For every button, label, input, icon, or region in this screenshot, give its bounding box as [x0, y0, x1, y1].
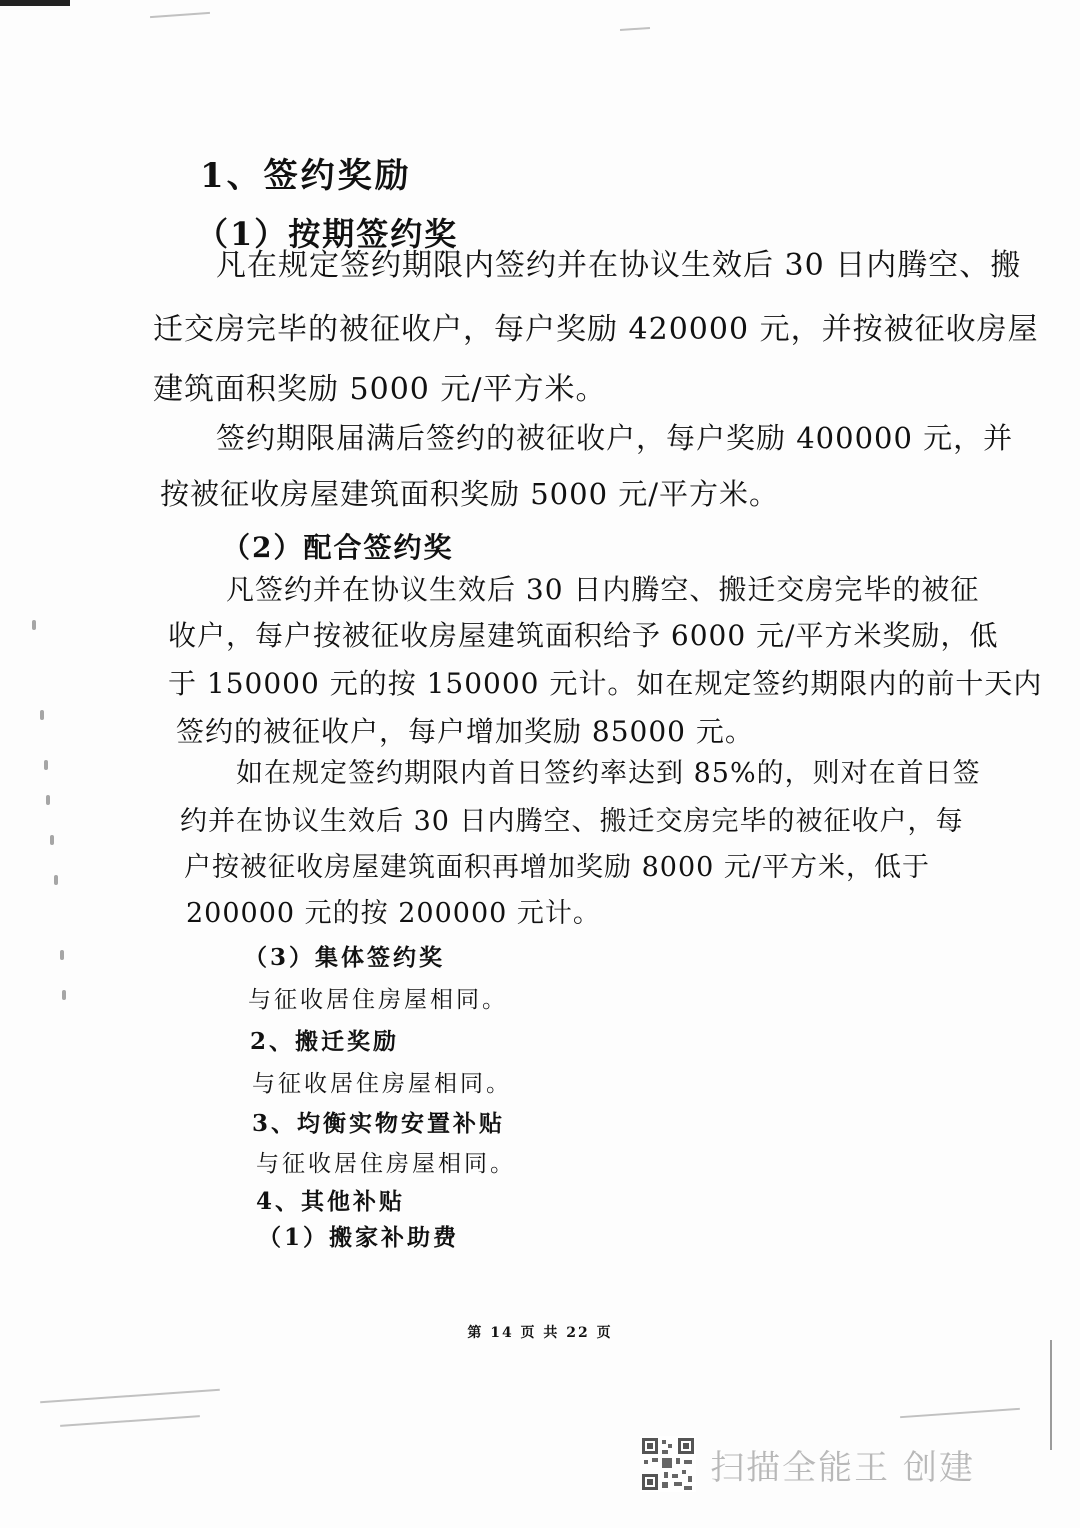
scan-smudge: [150, 12, 210, 18]
paragraph-line: 按被征收房屋建筑面积奖励 5000 元/平方米。: [160, 477, 780, 511]
speck: [32, 620, 36, 630]
heading-cooperation-signing: （2）配合签约奖: [222, 531, 454, 564]
scan-smudge: [620, 27, 650, 31]
paragraph-line: 凡在规定签约期限内签约并在协议生效后 30 日内腾空、搬: [216, 248, 1022, 283]
watermark-text: 扫描全能王 创建: [710, 1447, 975, 1488]
paragraph-line: 建筑面积奖励 5000 元/平方米。: [153, 372, 607, 407]
paragraph-line: 与征收居住房屋相同。: [252, 1071, 512, 1097]
paragraph-line: 与征收居住房屋相同。: [248, 987, 508, 1013]
heading-signing-reward: 1、签约奖励: [200, 156, 412, 196]
paragraph-line: 户按被征收房屋建筑面积再增加奖励 8000 元/平方米，低于: [184, 852, 930, 883]
paragraph-line: 与征收居住房屋相同。: [256, 1151, 516, 1177]
paragraph-line: 于 150000 元的按 150000 元计。如在规定签约期限内的前十天内: [168, 667, 1043, 700]
scan-smudge: [60, 1415, 200, 1427]
paragraph-line: 如在规定签约期限内首日签约率达到 85%的，则对在首日签: [236, 758, 981, 789]
scan-smudge: [40, 1389, 220, 1404]
heading-other-subsidy: 4、其他补贴: [256, 1188, 406, 1215]
scan-edge-line: [1050, 1340, 1052, 1450]
scan-smudge: [900, 1408, 1020, 1418]
heading-balance-subsidy: 3、均衡实物安置补贴: [252, 1110, 506, 1137]
paragraph-line: 收户，每户按被征收房屋建筑面积给予 6000 元/平方米奖励，低: [168, 619, 999, 652]
speck: [44, 760, 48, 770]
speck: [46, 795, 50, 805]
paragraph-line: 签约期限届满后签约的被征收户，每户奖励 400000 元，并: [216, 421, 1014, 455]
paragraph-line: 200000 元的按 200000 元计。: [186, 898, 601, 929]
page-number: 第 14 页 共 22 页: [467, 1325, 613, 1341]
paragraph-line: 约并在协议生效后 30 日内腾空、搬迁交房完毕的被征收户，每: [180, 806, 964, 837]
heading-on-time-signing: （1）按期签约奖: [196, 215, 459, 253]
paragraph-line: 签约的被征收户，每户增加奖励 85000 元。: [176, 715, 754, 748]
speck: [62, 990, 66, 1000]
scan-specks: [30, 620, 70, 1020]
scanner-watermark: [640, 1436, 975, 1492]
scan-corner-mark: [0, 0, 70, 6]
speck: [54, 875, 58, 885]
paragraph-line: 迁交房完毕的被征收户，每户奖励 420000 元，并按被征收房屋: [153, 312, 1039, 347]
speck: [40, 710, 44, 720]
heading-moving-subsidy: （1）搬家补助费: [258, 1224, 460, 1251]
heading-relocation-reward: 2、搬迁奖励: [250, 1028, 400, 1055]
heading-collective-signing: （3）集体签约奖: [244, 944, 446, 971]
qr-code-icon: [640, 1436, 696, 1492]
paragraph-line: 凡签约并在协议生效后 30 日内腾空、搬迁交房完毕的被征: [226, 573, 980, 606]
speck: [60, 950, 64, 960]
speck: [50, 835, 54, 845]
